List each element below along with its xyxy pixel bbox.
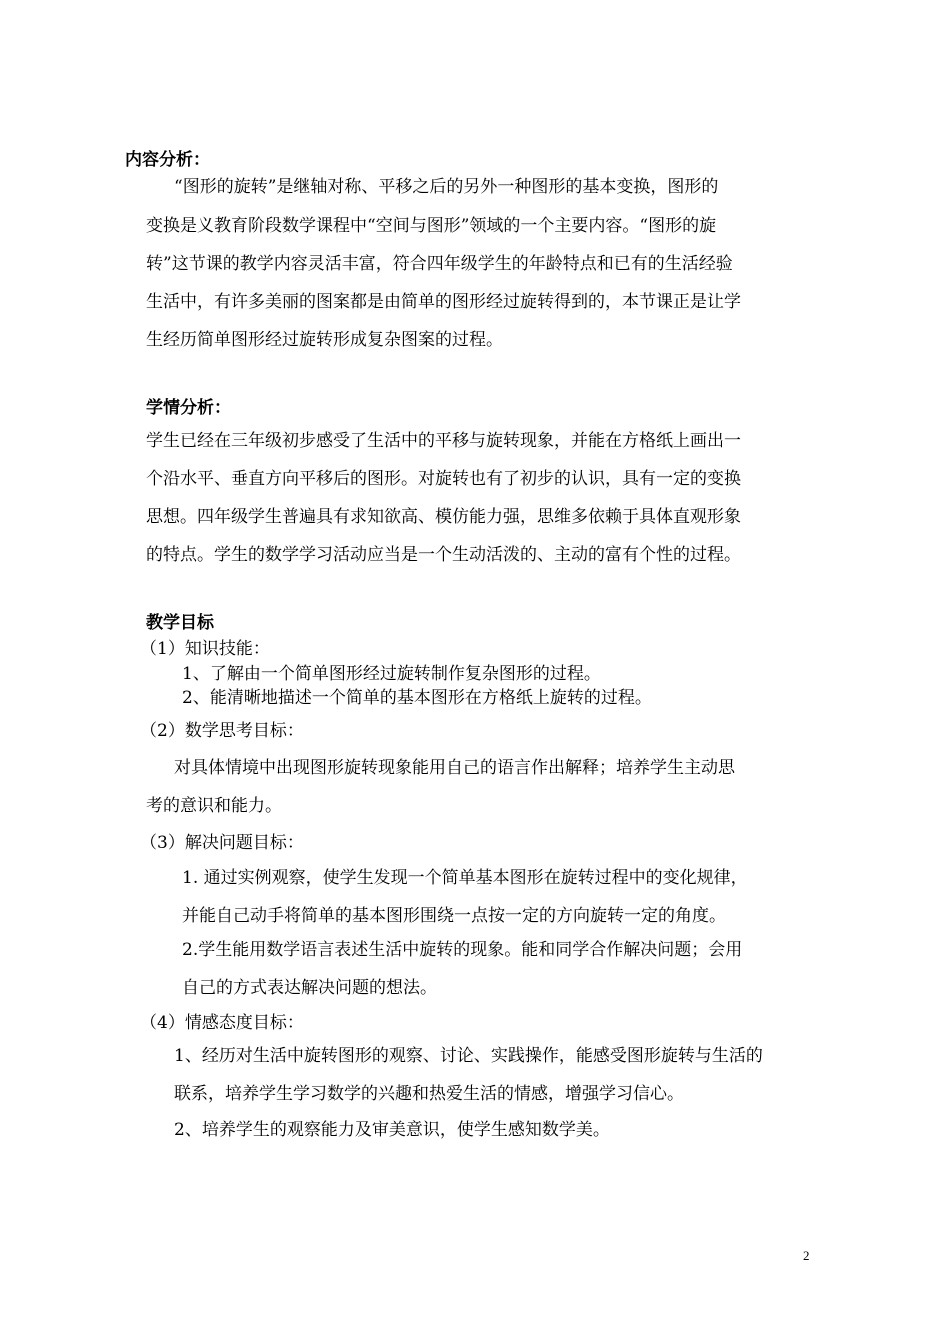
content-analysis-line: 转”这节课的教学内容灵活丰富，符合四年级学生的年龄特点和已有的生活经验 [146, 254, 733, 274]
content-analysis-line: 变换是义教育阶段数学课程中“空间与图形”领域的一个主要内容。“图形的旋 [146, 216, 717, 236]
goal-3-line: 2.学生能用数学语言表述生活中旋转的现象。能和同学合作解决问题；会用 [182, 940, 743, 960]
goal-1-item: 2、能清晰地描述一个简单的基本图形在方格纸上旋转的过程。 [182, 688, 652, 708]
goal-2-line: 对具体情境中出现图形旋转现象能用自己的语言作出解释；培养学生主动思 [174, 758, 735, 778]
content-analysis-line: 生经历简单图形经过旋转形成复杂图案的过程。 [146, 330, 503, 350]
goal-3-line: 自己的方式表达解决问题的想法。 [182, 978, 437, 998]
student-analysis-line: 思想。四年级学生普遍具有求知欲高、模仿能力强，思维多依赖于具体直观形象 [146, 507, 741, 527]
content-analysis-heading: 内容分析： [125, 150, 210, 170]
goal-3-title: （3）解决问题目标： [140, 833, 304, 853]
goal-3-line: 1. 通过实例观察，使学生发现一个简单基本图形在旋转过程中的变化规律， [182, 868, 748, 888]
goal-4-line: 联系，培养学生学习数学的兴趣和热爱生活的情感，增强学习信心。 [174, 1084, 684, 1104]
student-analysis-line: 的特点。学生的数学学习活动应当是一个生动活泼的、主动的富有个性的过程。 [146, 545, 741, 565]
page-number: 2 [803, 1248, 810, 1263]
content-analysis-line: “图形的旋转”是继轴对称、平移之后的另外一种图形的基本变换，图形的 [174, 177, 719, 197]
goal-2-title: （2）数学思考目标： [140, 721, 304, 741]
student-analysis-line: 学生已经在三年级初步感受了生活中的平移与旋转现象，并能在方格纸上画出一 [146, 431, 741, 451]
student-analysis-line: 个沿水平、垂直方向平移后的图形。对旋转也有了初步的认识，具有一定的变换 [146, 469, 741, 489]
goal-4-line: 2、培养学生的观察能力及审美意识，使学生感知数学美。 [174, 1120, 610, 1140]
student-analysis-heading: 学情分析： [146, 398, 231, 418]
goal-4-line: 1、经历对生活中旋转图形的观察、讨论、实践操作，能感受图形旋转与生活的 [174, 1046, 763, 1066]
goal-1-title: （1）知识技能： [140, 639, 270, 659]
content-analysis-line: 生活中，有许多美丽的图案都是由简单的图形经过旋转得到的，本节课正是让学 [146, 292, 741, 312]
goal-1-item: 1、了解由一个简单图形经过旋转制作复杂图形的过程。 [182, 664, 601, 684]
goal-2-line: 考的意识和能力。 [146, 796, 282, 816]
goal-3-line: 并能自己动手将简单的基本图形围绕一点按一定的方向旋转一定的角度。 [182, 906, 726, 926]
goal-4-title: （4）情感态度目标： [140, 1013, 304, 1033]
goals-heading: 教学目标 [146, 613, 214, 633]
